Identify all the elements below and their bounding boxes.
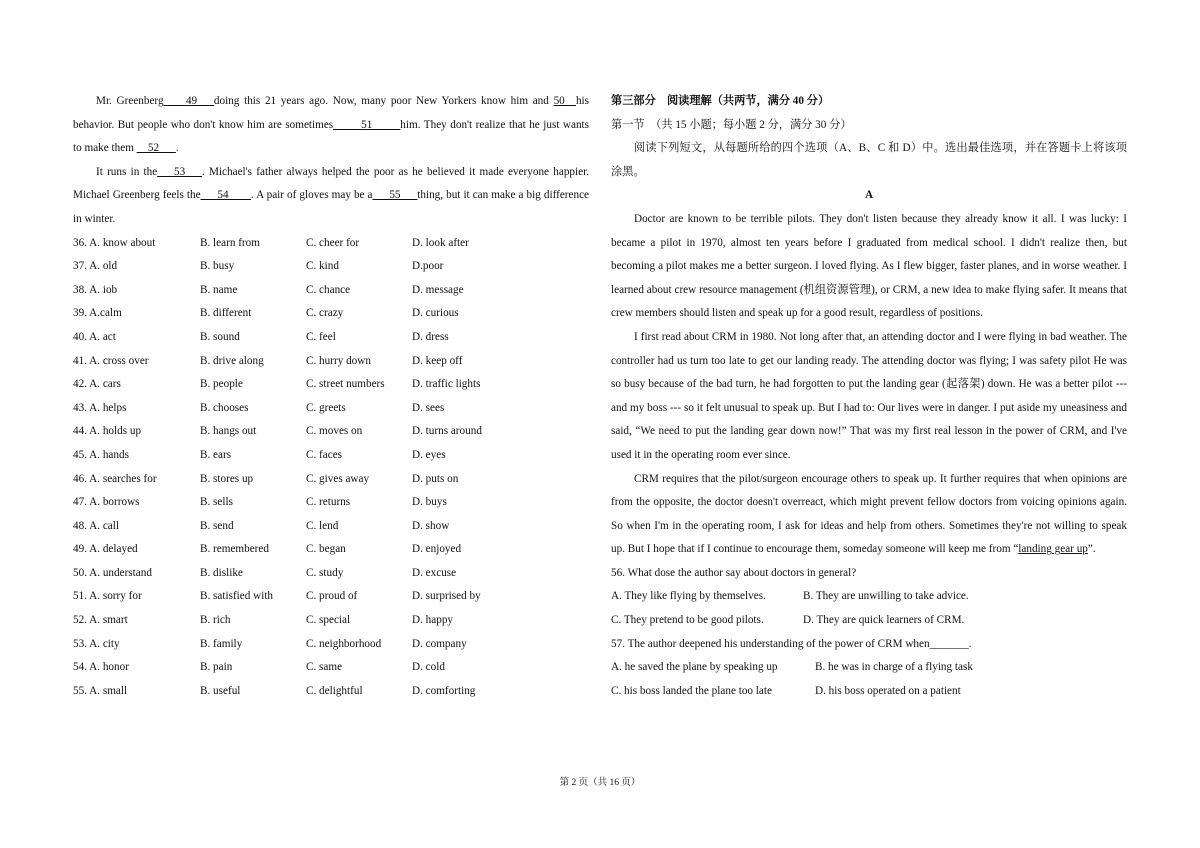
option-item: D. puts on: [412, 472, 459, 485]
option-item: 44. A. holds up: [73, 425, 142, 438]
right-column: [611, 90, 1127, 703]
option-item: C. hurry down: [306, 354, 371, 367]
option-item: B. hangs out: [200, 425, 257, 438]
option-row: [73, 491, 589, 515]
option-item: B. satisfied with: [200, 590, 274, 603]
option-row: [73, 585, 589, 609]
option-item: C. street numbers: [306, 378, 385, 391]
option-item: 43. A. helps: [73, 401, 127, 414]
option-item: C. lend: [306, 519, 339, 532]
option-row: [73, 397, 589, 421]
option-item: D. buys: [412, 496, 447, 509]
option-row: [73, 373, 589, 397]
option-item: 46. A. searches for: [73, 472, 157, 485]
blank-55: ___55___: [372, 189, 418, 202]
option-item: B. drive along: [200, 354, 264, 367]
option-item: B. remembered: [200, 543, 269, 556]
blank-54: ___54____: [200, 189, 251, 202]
option-row: [73, 468, 589, 492]
left-column: [73, 90, 589, 703]
option-row: [73, 302, 589, 326]
option-item: D. comforting: [412, 684, 476, 697]
option-item: 53. A. city: [73, 637, 120, 650]
option-row: [73, 562, 589, 586]
cloze-paragraph-2: It runs in the___53___. Michael's father always helped the poor as he believed it made everyone happier. Michael Greenberg feels the___54____. A pair of gloves may be a___55___thing, but it can make a big difference in winter.: [73, 165, 589, 225]
option-item: D. company: [412, 637, 467, 650]
option-row: [73, 420, 589, 444]
option-item: B. learn from: [200, 236, 260, 249]
option-item: D.poor: [412, 260, 444, 273]
option-item: 38. A. iob: [73, 283, 118, 296]
page-footer: 第 2 页（共 16 页）: [559, 778, 641, 788]
option-item: D. sees: [412, 401, 445, 414]
option-item: 51. A. sorry for: [73, 590, 142, 603]
option-row: [73, 656, 589, 680]
option-row: [73, 444, 589, 468]
option-row: [73, 515, 589, 539]
option-row: [73, 680, 589, 704]
option-row: [73, 232, 589, 256]
question-56: 56. What dose the author say about doctors in general?: [611, 566, 857, 579]
option-item: B. rich: [200, 614, 231, 627]
option-item: 40. A. act: [73, 330, 116, 343]
option-item: B. different: [200, 307, 252, 320]
option-item: D. curious: [412, 307, 459, 320]
option-item: B. stores up: [200, 472, 254, 485]
option-item: C. returns: [306, 496, 351, 509]
blank-53: ___53___: [157, 165, 202, 178]
option-item: 42. A. cars: [73, 378, 121, 391]
option-row: [73, 279, 589, 303]
q56-options-row-2: C. They pretend to be good pilots. D. They are quick learners of CRM.: [611, 614, 965, 627]
option-item: D. enjoyed: [412, 543, 462, 556]
option-item: C. neighborhood: [306, 637, 382, 650]
option-item: C. kind: [306, 260, 339, 273]
option-item: C. special: [306, 614, 351, 627]
option-item: B. send: [200, 519, 234, 532]
blank-50: 50__: [553, 95, 576, 107]
blank-49: ____49___: [163, 95, 214, 107]
cloze-paragraph-1: Mr. Greenberg____49___doing this 21 years ago. Now, many poor New Yorkers know him and 50__his behavior. But people who don't know him are sometimes_____51_____him. They don't realize that he just wants to make them __52___.: [73, 95, 590, 155]
landing-gear-up-phrase: landing gear up: [1018, 543, 1088, 556]
option-item: D. turns around: [412, 425, 482, 438]
option-item: 55. A. small: [73, 684, 128, 697]
option-row: [73, 538, 589, 562]
option-item: D. excuse: [412, 566, 457, 579]
option-item: D. eyes: [412, 448, 446, 461]
option-item: D. happy: [412, 614, 454, 627]
option-row: [73, 326, 589, 350]
option-row: [73, 255, 589, 279]
option-item: D. show: [412, 519, 450, 532]
option-item: 52. A. smart: [73, 614, 128, 627]
option-item: C. chance: [306, 283, 351, 296]
option-item: 47. A. borrows: [73, 496, 140, 509]
q57-options-row-2: C. his boss landed the plane too late D. his boss operated on a patient: [611, 684, 961, 697]
option-item: C. feel: [306, 330, 336, 343]
q57-options-row-1: A. he saved the plane by speaking up B. he was in charge of a flying task: [611, 661, 973, 674]
option-item: C. same: [306, 661, 343, 674]
option-item: D. dress: [412, 330, 449, 343]
option-item: 50. A. understand: [73, 566, 152, 579]
option-item: D. surprised by: [412, 590, 481, 603]
option-item: C. delightful: [306, 684, 363, 697]
option-item: B. useful: [200, 684, 241, 697]
option-item: C. faces: [306, 448, 343, 461]
option-item: B. pain: [200, 661, 233, 674]
option-item: C. greets: [306, 401, 346, 414]
q56-options-row-1: A. They like flying by themselves. B. They are unwilling to take advice.: [611, 590, 969, 603]
option-item: D. traffic lights: [412, 378, 481, 391]
blank-51: _____51_____: [333, 118, 401, 131]
option-item: C. study: [306, 566, 344, 579]
option-item: 48. A. call: [73, 519, 119, 532]
option-item: D. message: [412, 283, 464, 296]
option-item: 49. A. delayed: [73, 543, 138, 556]
option-item: C. cheer for: [306, 236, 360, 249]
option-item: B. name: [200, 283, 238, 296]
option-item: C. gives away: [306, 472, 370, 485]
option-item: B. ears: [200, 448, 232, 461]
passage-label: A: [864, 189, 874, 202]
option-item: B. sound: [200, 330, 240, 343]
option-item: B. chooses: [200, 401, 249, 414]
option-item: B. sells: [200, 496, 233, 509]
option-item: B. dislike: [200, 566, 243, 579]
passage-paragraph-3: CRM requires that the pilot/surgeon encourage others to speak up. It further requires that when opinions are from the opposite, the doctor doesn't overreact, which might prevent fellow doctors from voicing opinions again. So when I'm in the operating room, I ask for ideas and help from others. Sometimes they're not willing to speak up. But I hope that if I continue to encourage them, someday someone will keep me from “landing gear up”.: [611, 472, 1127, 556]
cloze-options: [73, 232, 589, 704]
option-item: 37. A. old: [73, 260, 118, 273]
instruction: 阅读下列短文，从每题所给的四个选项（A、B、C 和 D）中。选出最佳选项，并在答题卡上将该项涂黑。: [611, 142, 1127, 178]
option-item: B. family: [200, 637, 243, 650]
option-item: D. keep off: [412, 354, 463, 367]
passage-paragraph-1: Doctor are known to be terrible pilots. They don't listen because they already know it all. I was lucky: I became a pilot in 1970, almost ten years before I graduated from medical school. I didn't realize then, but becoming a pilot makes me a better surgeon. I loved flying. As I flew bigger, faster planes, and in worse weather. I learned about crew resource management (机组资源管理), or CRM, a new idea to make flying safer. It means that crew members should listen and speak up for a good result, regardless of positions.: [611, 212, 1127, 320]
option-item: B. people: [200, 378, 243, 391]
question-57: 57. The author deepened his understanding of the power of CRM when_______.: [611, 637, 972, 650]
option-item: C. moves on: [306, 425, 363, 438]
option-row: [73, 633, 589, 657]
option-item: C. crazy: [306, 307, 344, 320]
subsection-title: 第一节 （共 15 小题；每小题 2 分，满分 30 分）: [611, 118, 852, 131]
option-item: 41. A. cross over: [73, 354, 149, 367]
option-item: 36. A. know about: [73, 236, 156, 249]
option-item: D. look after: [412, 236, 469, 249]
option-item: 54. A. honor: [73, 661, 129, 674]
blank-52: __52___: [136, 142, 176, 155]
option-item: B. busy: [200, 260, 235, 273]
option-row: [73, 350, 589, 374]
option-row: [73, 609, 589, 633]
passage-paragraph-2: I first read about CRM in 1980. Not long after that, an attending doctor and I were flying in bad weather. The controller had us turn too late to get our landing ready. The attending doctor was flying; I was safety pilot He was so busy because of the bad turn, he had forgotten to put the landing gear (起落架) down. He was a better pilot --- and my boss --- so it felt unusual to speak up. But I had to: Our lives were in danger. I put aside my uneasiness and said, “We need to put the landing gear down now!” That was my first real lesson in the power of CRM, and I've used it in the operating room ever since.: [611, 330, 1127, 461]
option-item: 39. A.calm: [73, 307, 122, 320]
option-item: 45. A. hands: [73, 448, 129, 461]
option-item: D. cold: [412, 661, 445, 674]
option-item: C. proud of: [306, 590, 358, 603]
section-title: 第三部分 阅读理解（共两节，满分 40 分）: [611, 95, 830, 107]
option-item: C. began: [306, 543, 346, 556]
